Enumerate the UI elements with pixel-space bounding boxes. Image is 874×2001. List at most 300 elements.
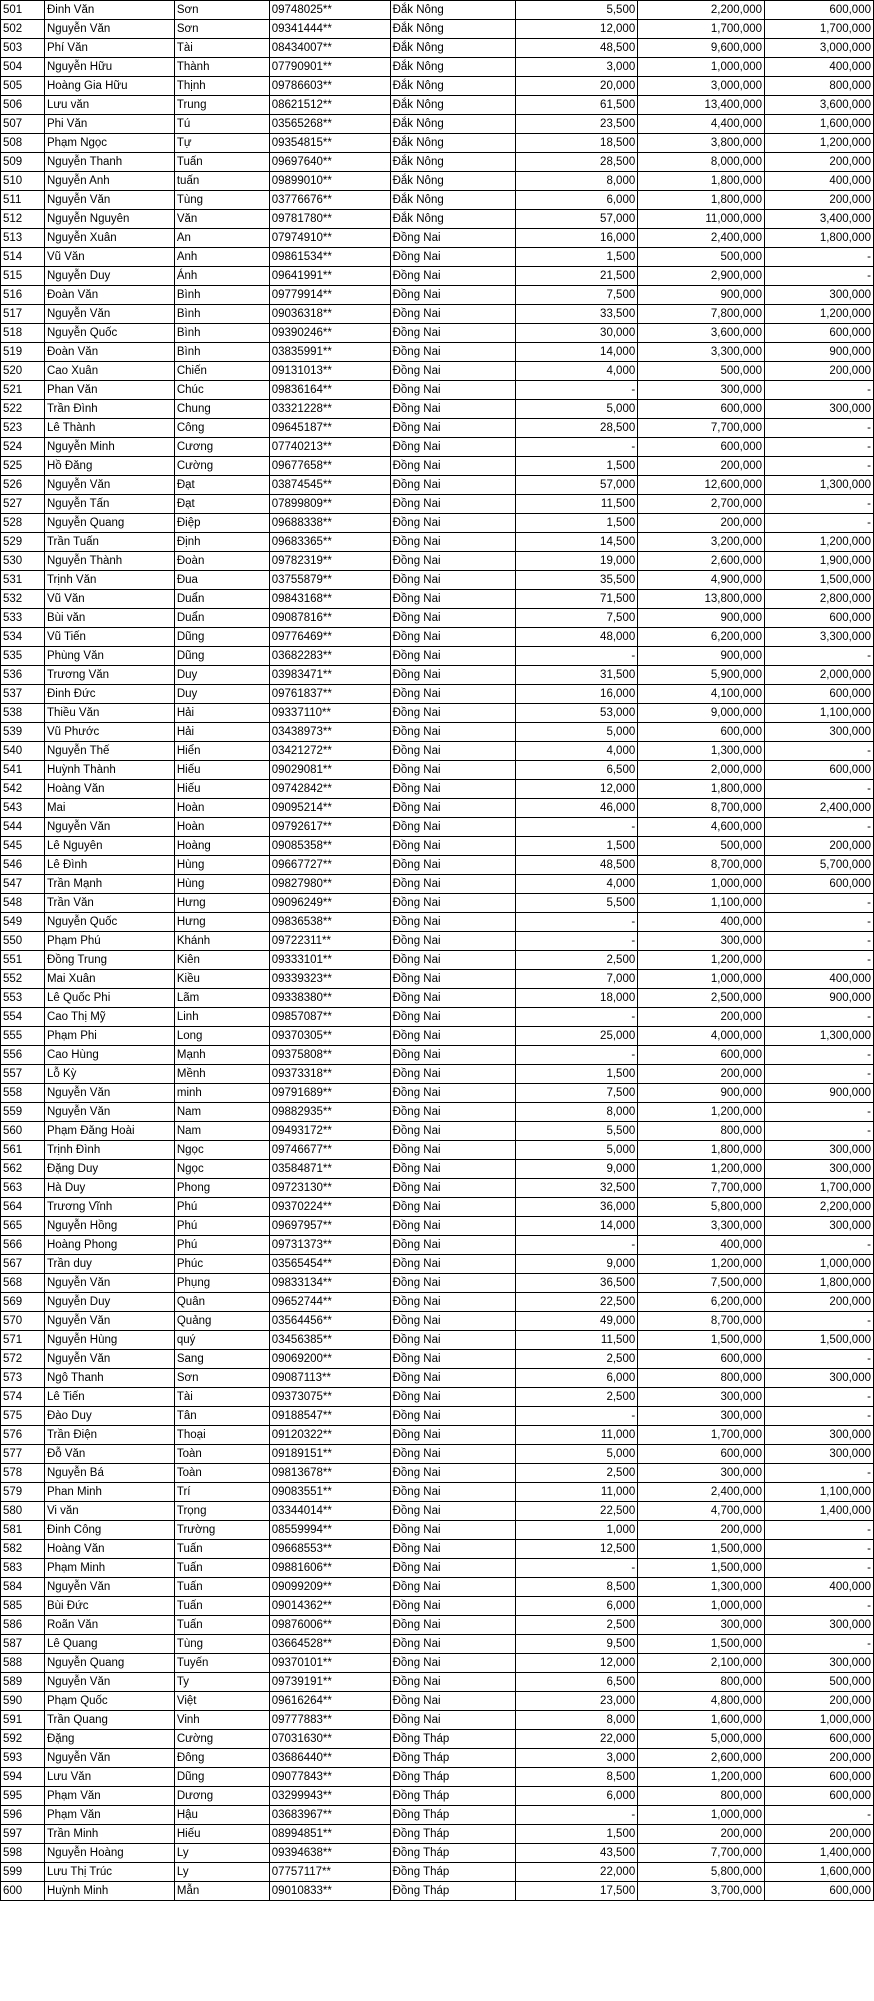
last-name-cell[interactable]: Trần Đình bbox=[44, 400, 174, 419]
points-cell[interactable]: 4,000 bbox=[516, 742, 638, 761]
last-name-cell[interactable]: Nguyễn Thành bbox=[44, 552, 174, 571]
first-name-cell[interactable]: Duy bbox=[174, 685, 269, 704]
row-number-cell[interactable]: 505 bbox=[1, 77, 45, 96]
row-number-cell[interactable]: 599 bbox=[1, 1863, 45, 1882]
province-cell[interactable]: Đồng Nai bbox=[390, 514, 516, 533]
phone-cell[interactable]: 09339323** bbox=[269, 970, 390, 989]
phone-cell[interactable]: 09836538** bbox=[269, 913, 390, 932]
province-cell[interactable]: Đồng Nai bbox=[390, 1502, 516, 1521]
amount-cell[interactable]: 5,800,000 bbox=[638, 1198, 765, 1217]
first-name-cell[interactable]: Tuyến bbox=[174, 1654, 269, 1673]
last-name-cell[interactable]: Lê Tiến bbox=[44, 1388, 174, 1407]
amount-cell[interactable]: 5,800,000 bbox=[638, 1863, 765, 1882]
points-cell[interactable]: 11,500 bbox=[516, 495, 638, 514]
amount-cell[interactable]: 3,000,000 bbox=[638, 77, 765, 96]
province-cell[interactable]: Đồng Nai bbox=[390, 628, 516, 647]
first-name-cell[interactable]: Tự bbox=[174, 134, 269, 153]
last-name-cell[interactable]: Lưu văn bbox=[44, 96, 174, 115]
phone-cell[interactable]: 09843168** bbox=[269, 590, 390, 609]
row-number-cell[interactable]: 593 bbox=[1, 1749, 45, 1768]
bonus-cell[interactable]: 200,000 bbox=[765, 153, 874, 172]
bonus-cell[interactable]: 1,000,000 bbox=[765, 1255, 874, 1274]
first-name-cell[interactable]: Trọng bbox=[174, 1502, 269, 1521]
last-name-cell[interactable]: Nguyễn Quốc bbox=[44, 913, 174, 932]
last-name-cell[interactable]: Phạm Văn bbox=[44, 1806, 174, 1825]
last-name-cell[interactable]: Lưu Văn bbox=[44, 1768, 174, 1787]
last-name-cell[interactable]: Trần Văn bbox=[44, 894, 174, 913]
amount-cell[interactable]: 1,500,000 bbox=[638, 1540, 765, 1559]
first-name-cell[interactable]: Tài bbox=[174, 39, 269, 58]
first-name-cell[interactable]: Hiếu bbox=[174, 1825, 269, 1844]
row-number-cell[interactable]: 535 bbox=[1, 647, 45, 666]
phone-cell[interactable]: 09338380** bbox=[269, 989, 390, 1008]
bonus-cell[interactable]: 1,400,000 bbox=[765, 1502, 874, 1521]
bonus-cell[interactable]: - bbox=[765, 951, 874, 970]
points-cell[interactable]: 6,000 bbox=[516, 1787, 638, 1806]
first-name-cell[interactable]: Toàn bbox=[174, 1445, 269, 1464]
bonus-cell[interactable]: 1,300,000 bbox=[765, 476, 874, 495]
phone-cell[interactable]: 03874545** bbox=[269, 476, 390, 495]
first-name-cell[interactable]: Tuấn bbox=[174, 153, 269, 172]
bonus-cell[interactable]: 200,000 bbox=[765, 837, 874, 856]
last-name-cell[interactable]: Bùi văn bbox=[44, 609, 174, 628]
points-cell[interactable]: 11,500 bbox=[516, 1331, 638, 1350]
row-number-cell[interactable]: 551 bbox=[1, 951, 45, 970]
phone-cell[interactable]: 09723130** bbox=[269, 1179, 390, 1198]
last-name-cell[interactable]: Nguyễn Văn bbox=[44, 1578, 174, 1597]
bonus-cell[interactable]: 900,000 bbox=[765, 1084, 874, 1103]
points-cell[interactable]: 7,000 bbox=[516, 970, 638, 989]
province-cell[interactable]: Đồng Nai bbox=[390, 742, 516, 761]
phone-cell[interactable]: 09354815** bbox=[269, 134, 390, 153]
last-name-cell[interactable]: Lê Đình bbox=[44, 856, 174, 875]
province-cell[interactable]: Đồng Nai bbox=[390, 856, 516, 875]
amount-cell[interactable]: 900,000 bbox=[638, 609, 765, 628]
phone-cell[interactable]: 09131013** bbox=[269, 362, 390, 381]
row-number-cell[interactable]: 508 bbox=[1, 134, 45, 153]
province-cell[interactable]: Đồng Nai bbox=[390, 400, 516, 419]
amount-cell[interactable]: 13,400,000 bbox=[638, 96, 765, 115]
row-number-cell[interactable]: 520 bbox=[1, 362, 45, 381]
first-name-cell[interactable]: Đông bbox=[174, 1749, 269, 1768]
first-name-cell[interactable]: Tài bbox=[174, 1388, 269, 1407]
last-name-cell[interactable]: Trần duy bbox=[44, 1255, 174, 1274]
bonus-cell[interactable]: 900,000 bbox=[765, 343, 874, 362]
phone-cell[interactable]: 09641991** bbox=[269, 267, 390, 286]
first-name-cell[interactable]: Duẩn bbox=[174, 609, 269, 628]
first-name-cell[interactable]: Ánh bbox=[174, 267, 269, 286]
first-name-cell[interactable]: Hưng bbox=[174, 913, 269, 932]
row-number-cell[interactable]: 598 bbox=[1, 1844, 45, 1863]
province-cell[interactable]: Đồng Nai bbox=[390, 1464, 516, 1483]
amount-cell[interactable]: 3,300,000 bbox=[638, 1217, 765, 1236]
first-name-cell[interactable]: Anh bbox=[174, 248, 269, 267]
last-name-cell[interactable]: Đỗ Văn bbox=[44, 1445, 174, 1464]
points-cell[interactable]: 6,000 bbox=[516, 191, 638, 210]
first-name-cell[interactable]: Lãm bbox=[174, 989, 269, 1008]
last-name-cell[interactable]: Trịnh Đình bbox=[44, 1141, 174, 1160]
province-cell[interactable]: Đồng Nai bbox=[390, 1369, 516, 1388]
province-cell[interactable]: Đồng Nai bbox=[390, 1141, 516, 1160]
first-name-cell[interactable]: Dũng bbox=[174, 1768, 269, 1787]
province-cell[interactable]: Đồng Nai bbox=[390, 248, 516, 267]
phone-cell[interactable]: 09813678** bbox=[269, 1464, 390, 1483]
points-cell[interactable]: 2,500 bbox=[516, 1388, 638, 1407]
amount-cell[interactable]: 2,400,000 bbox=[638, 1483, 765, 1502]
amount-cell[interactable]: 2,900,000 bbox=[638, 267, 765, 286]
phone-cell[interactable]: 09188547** bbox=[269, 1407, 390, 1426]
bonus-cell[interactable]: 300,000 bbox=[765, 1369, 874, 1388]
phone-cell[interactable]: 09095214** bbox=[269, 799, 390, 818]
bonus-cell[interactable]: 400,000 bbox=[765, 172, 874, 191]
points-cell[interactable]: 49,000 bbox=[516, 1312, 638, 1331]
amount-cell[interactable]: 1,000,000 bbox=[638, 1597, 765, 1616]
first-name-cell[interactable]: Chúc bbox=[174, 381, 269, 400]
amount-cell[interactable]: 1,000,000 bbox=[638, 1806, 765, 1825]
province-cell[interactable]: Đồng Nai bbox=[390, 1255, 516, 1274]
first-name-cell[interactable]: Ty bbox=[174, 1673, 269, 1692]
province-cell[interactable]: Đồng Nai bbox=[390, 609, 516, 628]
points-cell[interactable]: 25,000 bbox=[516, 1027, 638, 1046]
last-name-cell[interactable]: Cao Hùng bbox=[44, 1046, 174, 1065]
phone-cell[interactable]: 09010833** bbox=[269, 1882, 390, 1901]
row-number-cell[interactable]: 596 bbox=[1, 1806, 45, 1825]
points-cell[interactable]: 22,000 bbox=[516, 1730, 638, 1749]
last-name-cell[interactable]: Trần Tuấn bbox=[44, 533, 174, 552]
first-name-cell[interactable]: Chiến bbox=[174, 362, 269, 381]
row-number-cell[interactable]: 538 bbox=[1, 704, 45, 723]
bonus-cell[interactable]: - bbox=[765, 780, 874, 799]
province-cell[interactable]: Đồng Nai bbox=[390, 1084, 516, 1103]
last-name-cell[interactable]: Phạm Đăng Hoài bbox=[44, 1122, 174, 1141]
points-cell[interactable]: 21,500 bbox=[516, 267, 638, 286]
bonus-cell[interactable]: - bbox=[765, 894, 874, 913]
bonus-cell[interactable]: 1,800,000 bbox=[765, 229, 874, 248]
last-name-cell[interactable]: Phạm Minh bbox=[44, 1559, 174, 1578]
last-name-cell[interactable]: Phí Văn bbox=[44, 39, 174, 58]
points-cell[interactable]: 16,000 bbox=[516, 685, 638, 704]
last-name-cell[interactable]: Lê Thành bbox=[44, 419, 174, 438]
phone-cell[interactable]: 09370101** bbox=[269, 1654, 390, 1673]
points-cell[interactable]: - bbox=[516, 1806, 638, 1825]
points-cell[interactable]: 2,500 bbox=[516, 1350, 638, 1369]
points-cell[interactable]: 6,500 bbox=[516, 1673, 638, 1692]
amount-cell[interactable]: 3,700,000 bbox=[638, 1882, 765, 1901]
row-number-cell[interactable]: 600 bbox=[1, 1882, 45, 1901]
row-number-cell[interactable]: 531 bbox=[1, 571, 45, 590]
province-cell[interactable]: Đồng Tháp bbox=[390, 1768, 516, 1787]
amount-cell[interactable]: 6,200,000 bbox=[638, 1293, 765, 1312]
bonus-cell[interactable]: - bbox=[765, 1559, 874, 1578]
first-name-cell[interactable]: Ly bbox=[174, 1863, 269, 1882]
last-name-cell[interactable]: Mai Xuân bbox=[44, 970, 174, 989]
bonus-cell[interactable]: 600,000 bbox=[765, 609, 874, 628]
row-number-cell[interactable]: 513 bbox=[1, 229, 45, 248]
phone-cell[interactable]: 09390246** bbox=[269, 324, 390, 343]
amount-cell[interactable]: 300,000 bbox=[638, 1407, 765, 1426]
last-name-cell[interactable]: Nguyễn Quang bbox=[44, 1654, 174, 1673]
bonus-cell[interactable]: 600,000 bbox=[765, 1730, 874, 1749]
province-cell[interactable]: Đồng Nai bbox=[390, 818, 516, 837]
province-cell[interactable]: Đồng Nai bbox=[390, 1236, 516, 1255]
bonus-cell[interactable]: - bbox=[765, 1008, 874, 1027]
bonus-cell[interactable]: - bbox=[765, 248, 874, 267]
first-name-cell[interactable]: Phụng bbox=[174, 1274, 269, 1293]
bonus-cell[interactable]: 600,000 bbox=[765, 1787, 874, 1806]
amount-cell[interactable]: 800,000 bbox=[638, 1673, 765, 1692]
province-cell[interactable]: Đắk Nông bbox=[390, 58, 516, 77]
first-name-cell[interactable]: Hải bbox=[174, 704, 269, 723]
first-name-cell[interactable]: Hoàn bbox=[174, 799, 269, 818]
last-name-cell[interactable]: Vũ Phước bbox=[44, 723, 174, 742]
first-name-cell[interactable]: Hưng bbox=[174, 894, 269, 913]
first-name-cell[interactable]: Duy bbox=[174, 666, 269, 685]
amount-cell[interactable]: 9,000,000 bbox=[638, 704, 765, 723]
bonus-cell[interactable]: - bbox=[765, 742, 874, 761]
amount-cell[interactable]: 400,000 bbox=[638, 1236, 765, 1255]
amount-cell[interactable]: 200,000 bbox=[638, 457, 765, 476]
points-cell[interactable]: 20,000 bbox=[516, 77, 638, 96]
row-number-cell[interactable]: 558 bbox=[1, 1084, 45, 1103]
points-cell[interactable]: 8,000 bbox=[516, 1103, 638, 1122]
row-number-cell[interactable]: 581 bbox=[1, 1521, 45, 1540]
first-name-cell[interactable]: Văn bbox=[174, 210, 269, 229]
last-name-cell[interactable]: Huỳnh Thành bbox=[44, 761, 174, 780]
amount-cell[interactable]: 1,200,000 bbox=[638, 951, 765, 970]
phone-cell[interactable]: 03321228** bbox=[269, 400, 390, 419]
phone-cell[interactable]: 09189151** bbox=[269, 1445, 390, 1464]
phone-cell[interactable]: 09683365** bbox=[269, 533, 390, 552]
points-cell[interactable]: 9,000 bbox=[516, 1255, 638, 1274]
points-cell[interactable]: 31,500 bbox=[516, 666, 638, 685]
last-name-cell[interactable]: Lê Quang bbox=[44, 1635, 174, 1654]
amount-cell[interactable]: 1,500,000 bbox=[638, 1635, 765, 1654]
bonus-cell[interactable]: - bbox=[765, 1464, 874, 1483]
first-name-cell[interactable]: quý bbox=[174, 1331, 269, 1350]
first-name-cell[interactable]: Tùng bbox=[174, 1635, 269, 1654]
province-cell[interactable]: Đồng Nai bbox=[390, 1179, 516, 1198]
bonus-cell[interactable]: 1,200,000 bbox=[765, 305, 874, 324]
amount-cell[interactable]: 3,300,000 bbox=[638, 343, 765, 362]
amount-cell[interactable]: 5,000,000 bbox=[638, 1730, 765, 1749]
province-cell[interactable]: Đồng Nai bbox=[390, 1027, 516, 1046]
last-name-cell[interactable]: Mai bbox=[44, 799, 174, 818]
row-number-cell[interactable]: 536 bbox=[1, 666, 45, 685]
row-number-cell[interactable]: 523 bbox=[1, 419, 45, 438]
row-number-cell[interactable]: 563 bbox=[1, 1179, 45, 1198]
bonus-cell[interactable]: 800,000 bbox=[765, 77, 874, 96]
phone-cell[interactable]: 09781780** bbox=[269, 210, 390, 229]
amount-cell[interactable]: 4,100,000 bbox=[638, 685, 765, 704]
amount-cell[interactable]: 1,200,000 bbox=[638, 1768, 765, 1787]
province-cell[interactable]: Đồng Nai bbox=[390, 647, 516, 666]
province-cell[interactable]: Đắk Nông bbox=[390, 191, 516, 210]
bonus-cell[interactable]: 1,300,000 bbox=[765, 1027, 874, 1046]
first-name-cell[interactable]: Mẫn bbox=[174, 1882, 269, 1901]
last-name-cell[interactable]: Nguyễn Văn bbox=[44, 1312, 174, 1331]
row-number-cell[interactable]: 554 bbox=[1, 1008, 45, 1027]
phone-cell[interactable]: 09779914** bbox=[269, 286, 390, 305]
bonus-cell[interactable]: - bbox=[765, 381, 874, 400]
amount-cell[interactable]: 2,600,000 bbox=[638, 1749, 765, 1768]
bonus-cell[interactable]: - bbox=[765, 1521, 874, 1540]
amount-cell[interactable]: 300,000 bbox=[638, 1464, 765, 1483]
bonus-cell[interactable]: 3,300,000 bbox=[765, 628, 874, 647]
row-number-cell[interactable]: 540 bbox=[1, 742, 45, 761]
first-name-cell[interactable]: Bình bbox=[174, 324, 269, 343]
amount-cell[interactable]: 7,700,000 bbox=[638, 1179, 765, 1198]
row-number-cell[interactable]: 529 bbox=[1, 533, 45, 552]
amount-cell[interactable]: 2,400,000 bbox=[638, 229, 765, 248]
points-cell[interactable]: 71,500 bbox=[516, 590, 638, 609]
row-number-cell[interactable]: 571 bbox=[1, 1331, 45, 1350]
amount-cell[interactable]: 200,000 bbox=[638, 514, 765, 533]
row-number-cell[interactable]: 537 bbox=[1, 685, 45, 704]
row-number-cell[interactable]: 595 bbox=[1, 1787, 45, 1806]
last-name-cell[interactable]: Vũ Văn bbox=[44, 590, 174, 609]
points-cell[interactable]: 57,000 bbox=[516, 476, 638, 495]
amount-cell[interactable]: 4,800,000 bbox=[638, 1692, 765, 1711]
amount-cell[interactable]: 1,200,000 bbox=[638, 1160, 765, 1179]
province-cell[interactable]: Đồng Nai bbox=[390, 989, 516, 1008]
first-name-cell[interactable]: Hùng bbox=[174, 875, 269, 894]
bonus-cell[interactable]: 1,200,000 bbox=[765, 533, 874, 552]
points-cell[interactable]: 48,500 bbox=[516, 39, 638, 58]
amount-cell[interactable]: 9,600,000 bbox=[638, 39, 765, 58]
points-cell[interactable]: - bbox=[516, 932, 638, 951]
row-number-cell[interactable]: 568 bbox=[1, 1274, 45, 1293]
points-cell[interactable]: 22,500 bbox=[516, 1293, 638, 1312]
points-cell[interactable]: 48,500 bbox=[516, 856, 638, 875]
first-name-cell[interactable]: Trí bbox=[174, 1483, 269, 1502]
row-number-cell[interactable]: 589 bbox=[1, 1673, 45, 1692]
amount-cell[interactable]: 300,000 bbox=[638, 1388, 765, 1407]
phone-cell[interactable]: 09087113** bbox=[269, 1369, 390, 1388]
last-name-cell[interactable]: Thiều Văn bbox=[44, 704, 174, 723]
amount-cell[interactable]: 1,600,000 bbox=[638, 1711, 765, 1730]
amount-cell[interactable]: 900,000 bbox=[638, 1084, 765, 1103]
province-cell[interactable]: Đồng Tháp bbox=[390, 1749, 516, 1768]
bonus-cell[interactable]: 1,500,000 bbox=[765, 1331, 874, 1350]
province-cell[interactable]: Đồng Nai bbox=[390, 894, 516, 913]
points-cell[interactable]: 5,000 bbox=[516, 1141, 638, 1160]
amount-cell[interactable]: 3,800,000 bbox=[638, 134, 765, 153]
row-number-cell[interactable]: 555 bbox=[1, 1027, 45, 1046]
amount-cell[interactable]: 600,000 bbox=[638, 1445, 765, 1464]
phone-cell[interactable]: 03299943** bbox=[269, 1787, 390, 1806]
last-name-cell[interactable]: Nguyễn Văn bbox=[44, 818, 174, 837]
phone-cell[interactable]: 03755879** bbox=[269, 571, 390, 590]
amount-cell[interactable]: 1,500,000 bbox=[638, 1559, 765, 1578]
points-cell[interactable]: 36,500 bbox=[516, 1274, 638, 1293]
first-name-cell[interactable]: minh bbox=[174, 1084, 269, 1103]
amount-cell[interactable]: 1,000,000 bbox=[638, 58, 765, 77]
amount-cell[interactable]: 7,500,000 bbox=[638, 1274, 765, 1293]
bonus-cell[interactable]: - bbox=[765, 514, 874, 533]
province-cell[interactable]: Đồng Nai bbox=[390, 761, 516, 780]
province-cell[interactable]: Đồng Nai bbox=[390, 875, 516, 894]
amount-cell[interactable]: 2,700,000 bbox=[638, 495, 765, 514]
points-cell[interactable]: 14,000 bbox=[516, 343, 638, 362]
row-number-cell[interactable]: 576 bbox=[1, 1426, 45, 1445]
amount-cell[interactable]: 4,700,000 bbox=[638, 1502, 765, 1521]
amount-cell[interactable]: 600,000 bbox=[638, 400, 765, 419]
first-name-cell[interactable]: Phú bbox=[174, 1236, 269, 1255]
last-name-cell[interactable]: Nguyễn Tấn bbox=[44, 495, 174, 514]
phone-cell[interactable]: 03983471** bbox=[269, 666, 390, 685]
amount-cell[interactable]: 1,000,000 bbox=[638, 970, 765, 989]
amount-cell[interactable]: 1,700,000 bbox=[638, 20, 765, 39]
province-cell[interactable]: Đồng Nai bbox=[390, 704, 516, 723]
bonus-cell[interactable]: 300,000 bbox=[765, 1217, 874, 1236]
phone-cell[interactable]: 09077843** bbox=[269, 1768, 390, 1787]
points-cell[interactable]: 14,000 bbox=[516, 1217, 638, 1236]
last-name-cell[interactable]: Lưu Thị Trúc bbox=[44, 1863, 174, 1882]
bonus-cell[interactable]: 2,200,000 bbox=[765, 1198, 874, 1217]
bonus-cell[interactable]: - bbox=[765, 1122, 874, 1141]
first-name-cell[interactable]: Quân bbox=[174, 1293, 269, 1312]
first-name-cell[interactable]: Đoàn bbox=[174, 552, 269, 571]
row-number-cell[interactable]: 580 bbox=[1, 1502, 45, 1521]
row-number-cell[interactable]: 594 bbox=[1, 1768, 45, 1787]
phone-cell[interactable]: 09776469** bbox=[269, 628, 390, 647]
phone-cell[interactable]: 09722311** bbox=[269, 932, 390, 951]
amount-cell[interactable]: 1,100,000 bbox=[638, 894, 765, 913]
last-name-cell[interactable]: Ngô Thanh bbox=[44, 1369, 174, 1388]
province-cell[interactable]: Đồng Nai bbox=[390, 419, 516, 438]
bonus-cell[interactable]: 200,000 bbox=[765, 191, 874, 210]
province-cell[interactable]: Đồng Nai bbox=[390, 305, 516, 324]
phone-cell[interactable]: 09085358** bbox=[269, 837, 390, 856]
last-name-cell[interactable]: Lê Quốc Phi bbox=[44, 989, 174, 1008]
first-name-cell[interactable]: Việt bbox=[174, 1692, 269, 1711]
last-name-cell[interactable]: Phùng Văn bbox=[44, 647, 174, 666]
last-name-cell[interactable]: Trương Văn bbox=[44, 666, 174, 685]
first-name-cell[interactable]: Ngọc bbox=[174, 1160, 269, 1179]
first-name-cell[interactable]: Long bbox=[174, 1027, 269, 1046]
row-number-cell[interactable]: 539 bbox=[1, 723, 45, 742]
amount-cell[interactable]: 1,300,000 bbox=[638, 1578, 765, 1597]
points-cell[interactable]: - bbox=[516, 818, 638, 837]
province-cell[interactable]: Đồng Nai bbox=[390, 1198, 516, 1217]
phone-cell[interactable]: 09748025** bbox=[269, 1, 390, 20]
amount-cell[interactable]: 1,500,000 bbox=[638, 1331, 765, 1350]
first-name-cell[interactable]: Kiên bbox=[174, 951, 269, 970]
points-cell[interactable]: 9,500 bbox=[516, 1635, 638, 1654]
bonus-cell[interactable]: 300,000 bbox=[765, 400, 874, 419]
last-name-cell[interactable]: Đào Duy bbox=[44, 1407, 174, 1426]
last-name-cell[interactable]: Hoàng Phong bbox=[44, 1236, 174, 1255]
points-cell[interactable]: 53,000 bbox=[516, 704, 638, 723]
first-name-cell[interactable]: Bình bbox=[174, 305, 269, 324]
province-cell[interactable]: Đồng Nai bbox=[390, 1350, 516, 1369]
phone-cell[interactable]: 09761837** bbox=[269, 685, 390, 704]
points-cell[interactable]: 11,000 bbox=[516, 1483, 638, 1502]
phone-cell[interactable]: 09876006** bbox=[269, 1616, 390, 1635]
amount-cell[interactable]: 2,000,000 bbox=[638, 761, 765, 780]
row-number-cell[interactable]: 522 bbox=[1, 400, 45, 419]
last-name-cell[interactable]: Huỳnh Minh bbox=[44, 1882, 174, 1901]
amount-cell[interactable]: 800,000 bbox=[638, 1122, 765, 1141]
amount-cell[interactable]: 600,000 bbox=[638, 438, 765, 457]
first-name-cell[interactable]: Dũng bbox=[174, 647, 269, 666]
phone-cell[interactable]: 09677658** bbox=[269, 457, 390, 476]
last-name-cell[interactable]: Nguyễn Văn bbox=[44, 1350, 174, 1369]
amount-cell[interactable]: 13,800,000 bbox=[638, 590, 765, 609]
points-cell[interactable]: 4,000 bbox=[516, 362, 638, 381]
amount-cell[interactable]: 200,000 bbox=[638, 1008, 765, 1027]
last-name-cell[interactable]: Nguyễn Anh bbox=[44, 172, 174, 191]
